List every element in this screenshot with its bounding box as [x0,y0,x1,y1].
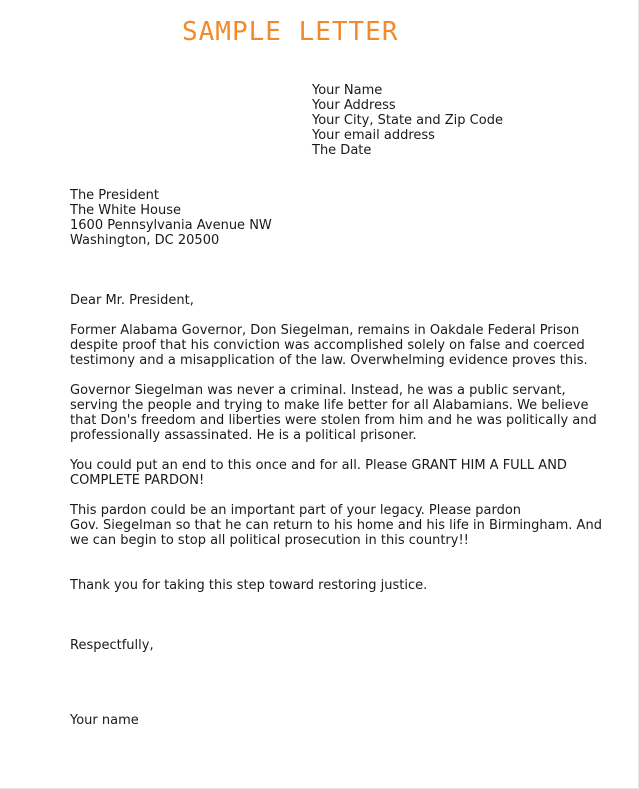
paragraph-line: Gov. Siegelman so that he can return to his home and his life in Birmingham. And [70,518,602,533]
letter-date: The Date [312,143,372,158]
salutation: Dear Mr. President, [70,293,194,308]
paragraph-line: serving the people and trying to make life better for all Alabamians. We believe [70,398,589,413]
paragraph-line: You could put an end to this once and for all. Please GRANT HIM A FULL AND [70,458,567,473]
recipient-city: Washington, DC 20500 [70,233,220,248]
paragraph-line: that Don's freedom and liberties were stolen from him and he was politically and [70,413,597,428]
paragraph-line: despite proof that his conviction was accomplished solely on false and coerced [70,338,585,353]
paragraph-conviction [70,323,588,368]
paragraph-line: we can begin to stop all political prosecution in this country!! [70,533,469,548]
paragraph-pardon-request [70,458,567,488]
closing: Respectfully, [70,638,154,653]
sender-address-block [312,83,503,158]
sender-name: Your Name [312,83,383,98]
recipient-street: 1600 Pennsylvania Avenue NW [70,218,272,233]
letter-title: SAMPLE LETTER [182,17,399,47]
paragraph-thanks [70,578,427,593]
paragraph-line: Governor Siegelman was never a criminal. Instead, he was a public servant, [70,383,566,398]
paragraph-line: professionally assassinated. He is a political prisoner. [70,428,417,443]
sender-email: Your email address [312,128,435,143]
signature: Your name [70,713,139,728]
recipient-building: The White House [70,203,181,218]
paragraph-line: testimony and a misapplication of the law. Overwhelming evidence proves this. [70,353,588,368]
paragraph-legacy [70,503,602,548]
paragraph-line: Thank you for taking this step toward restoring justice. [70,578,428,593]
sender-city-state-zip: Your City, State and Zip Code [312,113,503,128]
sender-address: Your Address [312,98,396,113]
paragraph-line: COMPLETE PARDON! [70,473,205,488]
paragraph-public-servant [70,383,597,443]
recipient-address-block [70,188,272,248]
recipient-name: The President [70,188,159,203]
paragraph-line: This pardon could be an important part of your legacy. Please pardon [70,503,522,518]
paragraph-line: Former Alabama Governor, Don Siegelman, remains in Oakdale Federal Prison [70,323,580,338]
